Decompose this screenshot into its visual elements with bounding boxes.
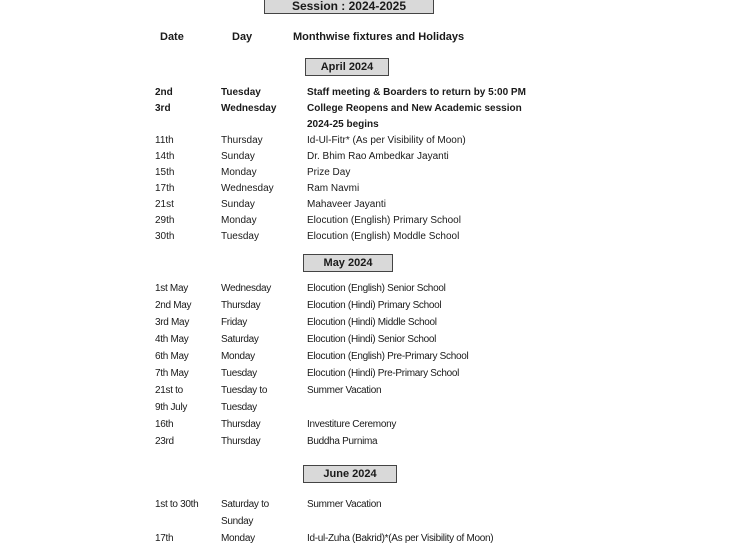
- fixture-row: [0, 134, 730, 148]
- fixture-description: Summer Vacation: [307, 499, 382, 510]
- fixture-description: Elocution (English) Moddle School: [307, 231, 460, 242]
- fixture-day: Tuesday: [221, 402, 257, 413]
- fixture-row: [0, 166, 730, 180]
- fixture-date: 9th July: [155, 402, 188, 413]
- fixture-row: [0, 299, 730, 313]
- fixture-description: College Reopens and New Academic session: [307, 103, 522, 114]
- session-title: Session : 2024-2025: [264, 0, 434, 14]
- fixture-description: Elocution (Hindi) Pre-Primary School: [307, 368, 460, 379]
- fixture-row: [0, 515, 730, 529]
- fixture-row: [0, 198, 730, 212]
- fixture-description: Buddha Purnima: [307, 436, 378, 447]
- fixture-description: Id-Ul-Fitr* (As per Visibility of Moon): [307, 135, 466, 146]
- fixture-day: Saturday: [221, 334, 259, 345]
- fixture-date: 21st to: [155, 385, 183, 396]
- fixture-day: Sunday: [221, 199, 255, 210]
- fixture-day: Tuesday: [221, 368, 257, 379]
- fixture-date: 21st: [155, 199, 174, 210]
- fixture-row: [0, 333, 730, 347]
- fixture-date: 11th: [155, 135, 174, 146]
- fixture-day: Tuesday to: [221, 385, 268, 396]
- date-column-header: Date: [160, 31, 184, 43]
- fixture-description: Elocution (English) Senior School: [307, 283, 446, 294]
- fixture-description: Elocution (English) Primary School: [307, 215, 461, 226]
- fixture-description: Elocution (English) Pre-Primary School: [307, 351, 469, 362]
- fixture-day: Thursday: [221, 419, 261, 430]
- fixture-date: 17th: [155, 533, 174, 544]
- fixture-date: 23rd: [155, 436, 174, 447]
- fixture-day: Monday: [221, 533, 255, 544]
- fixture-day: Friday: [221, 317, 247, 328]
- fixture-day: Monday: [221, 167, 257, 178]
- fixture-day: Tuesday: [221, 231, 259, 242]
- fixture-row: [0, 401, 730, 415]
- fixtures-column-header: Monthwise fixtures and Holidays: [293, 31, 465, 43]
- fixture-row: [0, 150, 730, 164]
- fixture-date: 2nd May: [155, 300, 192, 311]
- fixture-date: 15th: [155, 167, 175, 178]
- fixture-date: 7th May: [155, 368, 189, 379]
- fixture-description: Elocution (Hindi) Primary School: [307, 300, 442, 311]
- fixture-day: Saturday to: [221, 499, 269, 510]
- fixture-date: 29th: [155, 215, 175, 226]
- fixture-row: [0, 418, 730, 432]
- fixture-day: Wednesday: [221, 283, 271, 294]
- fixture-date: 3rd: [155, 103, 171, 114]
- month-heading-may: May 2024: [303, 254, 393, 272]
- fixture-row: [0, 102, 730, 116]
- fixture-row: [0, 384, 730, 398]
- fixture-date: 3rd May: [155, 317, 190, 328]
- fixture-description: 2024-25 begins: [307, 119, 379, 130]
- fixture-description: Summer Vacation: [307, 385, 382, 396]
- fixture-description: Investiture Ceremony: [307, 419, 397, 430]
- fixture-description: Mahaveer Jayanti: [307, 199, 386, 210]
- fixture-day: Sunday: [221, 516, 254, 527]
- fixture-description: Elocution (Hindi) Senior School: [307, 334, 437, 345]
- fixture-day: Thursday: [221, 135, 263, 146]
- fixture-description: Id-ul-Zuha (Bakrid)*(As per Visibility of Moon): [307, 533, 494, 544]
- fixture-row: [0, 435, 730, 449]
- fixture-row: [0, 86, 730, 100]
- fixture-row: [0, 230, 730, 244]
- fixture-date: 2nd: [155, 87, 173, 98]
- fixture-row: [0, 498, 730, 512]
- fixture-day: Thursday: [221, 436, 261, 447]
- fixture-row: [0, 316, 730, 330]
- month-heading-june: June 2024: [303, 465, 397, 483]
- fixture-date: 14th: [155, 151, 175, 162]
- fixture-description: Ram Navmi: [307, 183, 360, 194]
- fixture-day: Monday: [221, 351, 255, 362]
- fixture-date: 1st to 30th: [155, 499, 199, 510]
- fixture-date: 16th: [155, 419, 174, 430]
- fixture-day: Wednesday: [221, 103, 277, 114]
- fixture-day: Wednesday: [221, 183, 274, 194]
- fixture-date: 4th May: [155, 334, 189, 345]
- fixture-description: Staff meeting & Boarders to return by 5:00 PM: [307, 87, 526, 98]
- fixture-row: [0, 532, 730, 546]
- fixture-row: [0, 182, 730, 196]
- fixture-date: 1st May: [155, 283, 188, 294]
- fixture-row: [0, 282, 730, 296]
- fixture-description: Elocution (Hindi) Middle School: [307, 317, 437, 328]
- fixture-day: Thursday: [221, 300, 261, 311]
- fixture-row: [0, 214, 730, 228]
- fixture-row: [0, 350, 730, 364]
- fixture-description: Prize Day: [307, 167, 351, 178]
- fixture-date: 17th: [155, 183, 175, 194]
- month-heading-april: April 2024: [305, 58, 389, 76]
- fixture-day: Monday: [221, 215, 257, 226]
- fixture-day: Tuesday: [221, 87, 261, 98]
- fixture-row: [0, 118, 730, 132]
- fixture-row: [0, 367, 730, 381]
- fixture-description: Dr. Bhim Rao Ambedkar Jayanti: [307, 151, 449, 162]
- fixture-date: 30th: [155, 231, 175, 242]
- fixture-day: Sunday: [221, 151, 255, 162]
- fixture-date: 6th May: [155, 351, 189, 362]
- day-column-header: Day: [232, 31, 253, 43]
